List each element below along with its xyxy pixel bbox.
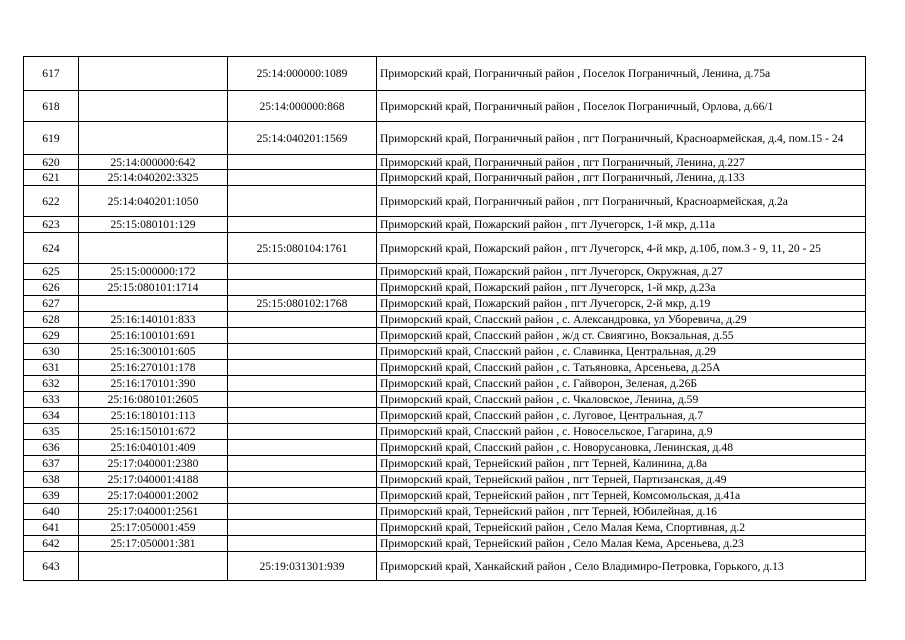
- table-row: [24, 264, 866, 280]
- table-row: [24, 280, 866, 296]
- row-number-cell: 641: [24, 520, 79, 536]
- cadastral-number-1-cell: 25:17:040001:2380: [79, 456, 228, 472]
- cadastral-number-1-cell: 25:17:050001:459: [79, 520, 228, 536]
- cadastral-number-2-cell: [228, 488, 377, 504]
- cadastral-number-1-cell: 25:16:140101:833: [79, 312, 228, 328]
- row-number-cell: 637: [24, 456, 79, 472]
- cadastral-number-1-cell: 25:17:040001:2561: [79, 504, 228, 520]
- address-cell: Приморский край, Тернейский район , Село Малая Кема, Арсеньева, д.23: [377, 536, 866, 552]
- row-number-cell: 629: [24, 328, 79, 344]
- row-number-cell: 639: [24, 488, 79, 504]
- row-number-cell: 632: [24, 376, 79, 392]
- address-cell: Приморский край, Ханкайский район , Село Владимиро-Петровка, Горького, д.13: [377, 552, 866, 581]
- address-cell: Приморский край, Тернейский район , Село Малая Кема, Спортивная, д.2: [377, 520, 866, 536]
- table-row: [24, 186, 866, 217]
- cadastral-number-1-cell: 25:16:080101:2605: [79, 392, 228, 408]
- cadastral-number-1-cell: [79, 552, 228, 581]
- table-row: [24, 392, 866, 408]
- table-row: [24, 440, 866, 456]
- table-row: [24, 344, 866, 360]
- cadastral-number-1-cell: [79, 122, 228, 155]
- row-number-cell: 617: [24, 57, 79, 91]
- address-cell: Приморский край, Пожарский район , пгт Лучегорск, 2-й мкр, д.19: [377, 296, 866, 312]
- table-row: [24, 296, 866, 312]
- address-cell: Приморский край, Спасский район , с. Татьяновка, Арсеньева, д.25А: [377, 360, 866, 376]
- address-cell: Приморский край, Пограничный район , пгт Пограничный, Ленина, д.133: [377, 170, 866, 186]
- cadastral-number-2-cell: [228, 264, 377, 280]
- row-number-cell: 628: [24, 312, 79, 328]
- row-number-cell: 636: [24, 440, 79, 456]
- cadastral-number-1-cell: 25:16:150101:672: [79, 424, 228, 440]
- row-number-cell: 621: [24, 170, 79, 186]
- cadastral-number-1-cell: 25:15:080101:1714: [79, 280, 228, 296]
- cadastral-number-1-cell: [79, 91, 228, 122]
- cadastral-number-2-cell: 25:15:080102:1768: [228, 296, 377, 312]
- cadastral-number-2-cell: 25:14:000000:868: [228, 91, 377, 122]
- address-cell: Приморский край, Тернейский район , пгт Терней, Комсомольская, д.41а: [377, 488, 866, 504]
- address-cell: Приморский край, Пожарский район , пгт Лучегорск, 1-й мкр, д.23а: [377, 280, 866, 296]
- row-number-cell: 630: [24, 344, 79, 360]
- table-row: [24, 408, 866, 424]
- address-cell: Приморский край, Пограничный район , Поселок Пограничный, Орлова, д.66/1: [377, 91, 866, 122]
- cadastral-number-2-cell: [228, 155, 377, 170]
- cadastral-number-2-cell: [228, 440, 377, 456]
- table-row: [24, 488, 866, 504]
- table-row: [24, 536, 866, 552]
- cadastral-number-2-cell: [228, 424, 377, 440]
- table-row: [24, 520, 866, 536]
- address-cell: Приморский край, Спасский район , с. Луговое, Центральная, д.7: [377, 408, 866, 424]
- row-number-cell: 642: [24, 536, 79, 552]
- row-number-cell: 620: [24, 155, 79, 170]
- address-cell: Приморский край, Тернейский район , пгт Терней, Юбилейная, д.16: [377, 504, 866, 520]
- cadastral-number-1-cell: 25:15:080101:129: [79, 217, 228, 233]
- table-row: [24, 122, 866, 155]
- cadastral-number-1-cell: [79, 57, 228, 91]
- table-row: [24, 155, 866, 170]
- cadastral-number-2-cell: 25:15:080104:1761: [228, 233, 377, 264]
- cadastral-number-1-cell: [79, 233, 228, 264]
- cadastral-number-2-cell: [228, 186, 377, 217]
- cadastral-number-2-cell: [228, 170, 377, 186]
- table-row: [24, 57, 866, 91]
- address-cell: Приморский край, Спасский район , с. Александровка, ул Уборевича, д.29: [377, 312, 866, 328]
- address-cell: Приморский край, Тернейский район , пгт Терней, Калинина, д.8а: [377, 456, 866, 472]
- table-row: [24, 91, 866, 122]
- address-cell: Приморский край, Спасский район , ж/д ст. Свиягино, Вокзальная, д.55: [377, 328, 866, 344]
- row-number-cell: 635: [24, 424, 79, 440]
- table-row: [24, 217, 866, 233]
- cadastral-number-2-cell: [228, 408, 377, 424]
- row-number-cell: 643: [24, 552, 79, 581]
- cadastral-number-1-cell: 25:17:040001:4188: [79, 472, 228, 488]
- address-cell: Приморский край, Пограничный район , пгт Пограничный, Красноармейская, д.4, пом.15 - 24: [377, 122, 866, 155]
- cadastral-number-1-cell: [79, 296, 228, 312]
- cadastral-number-2-cell: [228, 456, 377, 472]
- address-cell: Приморский край, Спасский район , с. Новорусановка, Ленинская, д.48: [377, 440, 866, 456]
- cadastral-number-1-cell: 25:14:040202:3325: [79, 170, 228, 186]
- address-cell: Приморский край, Пограничный район , пгт Пограничный, Ленина, д.227: [377, 155, 866, 170]
- table-row: [24, 233, 866, 264]
- table-row: [24, 472, 866, 488]
- table-row: [24, 424, 866, 440]
- row-number-cell: 625: [24, 264, 79, 280]
- address-cell: Приморский край, Спасский район , с. Новосельское, Гагарина, д.9: [377, 424, 866, 440]
- cadastral-number-1-cell: 25:16:040101:409: [79, 440, 228, 456]
- cadastral-number-2-cell: [228, 312, 377, 328]
- table-row: [24, 376, 866, 392]
- cadastral-number-2-cell: [228, 536, 377, 552]
- address-cell: Приморский край, Пожарский район , пгт Лучегорск, 4-й мкр, д.10б, пом.3 - 9, 11, 20 - 25: [377, 233, 866, 264]
- address-cell: Приморский край, Спасский район , с. Гайворон, Зеленая, д.26Б: [377, 376, 866, 392]
- registry-table-body: [24, 57, 866, 581]
- row-number-cell: 631: [24, 360, 79, 376]
- cadastral-number-2-cell: 25:14:000000:1089: [228, 57, 377, 91]
- cadastral-number-1-cell: 25:16:270101:178: [79, 360, 228, 376]
- row-number-cell: 624: [24, 233, 79, 264]
- row-number-cell: 634: [24, 408, 79, 424]
- table-row: [24, 360, 866, 376]
- cadastral-number-2-cell: [228, 504, 377, 520]
- address-cell: Приморский край, Спасский район , с. Славинка, Центральная, д.29: [377, 344, 866, 360]
- address-cell: Приморский край, Пограничный район , пгт Пограничный, Красноармейская, д.2а: [377, 186, 866, 217]
- address-cell: Приморский край, Пограничный район , Поселок Пограничный, Ленина, д.75а: [377, 57, 866, 91]
- address-cell: Приморский край, Тернейский район , пгт Терней, Партизанская, д.49: [377, 472, 866, 488]
- cadastral-number-1-cell: 25:16:300101:605: [79, 344, 228, 360]
- registry-table: [23, 56, 866, 581]
- row-number-cell: 619: [24, 122, 79, 155]
- cadastral-number-1-cell: 25:14:040201:1050: [79, 186, 228, 217]
- address-cell: Приморский край, Пожарский район , пгт Лучегорск, 1-й мкр, д.11а: [377, 217, 866, 233]
- table-row: [24, 552, 866, 581]
- row-number-cell: 627: [24, 296, 79, 312]
- cadastral-number-2-cell: [228, 472, 377, 488]
- cadastral-number-1-cell: 25:15:000000:172: [79, 264, 228, 280]
- table-row: [24, 456, 866, 472]
- address-cell: Приморский край, Пожарский район , пгт Лучегорск, Окружная, д.27: [377, 264, 866, 280]
- row-number-cell: 623: [24, 217, 79, 233]
- cadastral-number-1-cell: 25:17:050001:381: [79, 536, 228, 552]
- cadastral-number-2-cell: [228, 328, 377, 344]
- cadastral-number-1-cell: 25:16:180101:113: [79, 408, 228, 424]
- row-number-cell: 626: [24, 280, 79, 296]
- cadastral-number-2-cell: [228, 280, 377, 296]
- cadastral-number-2-cell: [228, 360, 377, 376]
- row-number-cell: 618: [24, 91, 79, 122]
- cadastral-number-2-cell: [228, 392, 377, 408]
- cadastral-number-2-cell: 25:14:040201:1569: [228, 122, 377, 155]
- table-row: [24, 504, 866, 520]
- cadastral-number-2-cell: [228, 217, 377, 233]
- cadastral-number-2-cell: 25:19:031301:939: [228, 552, 377, 581]
- table-row: [24, 170, 866, 186]
- cadastral-number-2-cell: [228, 376, 377, 392]
- row-number-cell: 622: [24, 186, 79, 217]
- row-number-cell: 638: [24, 472, 79, 488]
- cadastral-number-1-cell: 25:16:170101:390: [79, 376, 228, 392]
- row-number-cell: 640: [24, 504, 79, 520]
- table-row: [24, 312, 866, 328]
- cadastral-number-1-cell: 25:14:000000:642: [79, 155, 228, 170]
- row-number-cell: 633: [24, 392, 79, 408]
- table-row: [24, 328, 866, 344]
- address-cell: Приморский край, Спасский район , с. Чкаловское, Ленина, д.59: [377, 392, 866, 408]
- cadastral-number-2-cell: [228, 344, 377, 360]
- cadastral-number-2-cell: [228, 520, 377, 536]
- cadastral-number-1-cell: 25:17:040001:2002: [79, 488, 228, 504]
- cadastral-number-1-cell: 25:16:100101:691: [79, 328, 228, 344]
